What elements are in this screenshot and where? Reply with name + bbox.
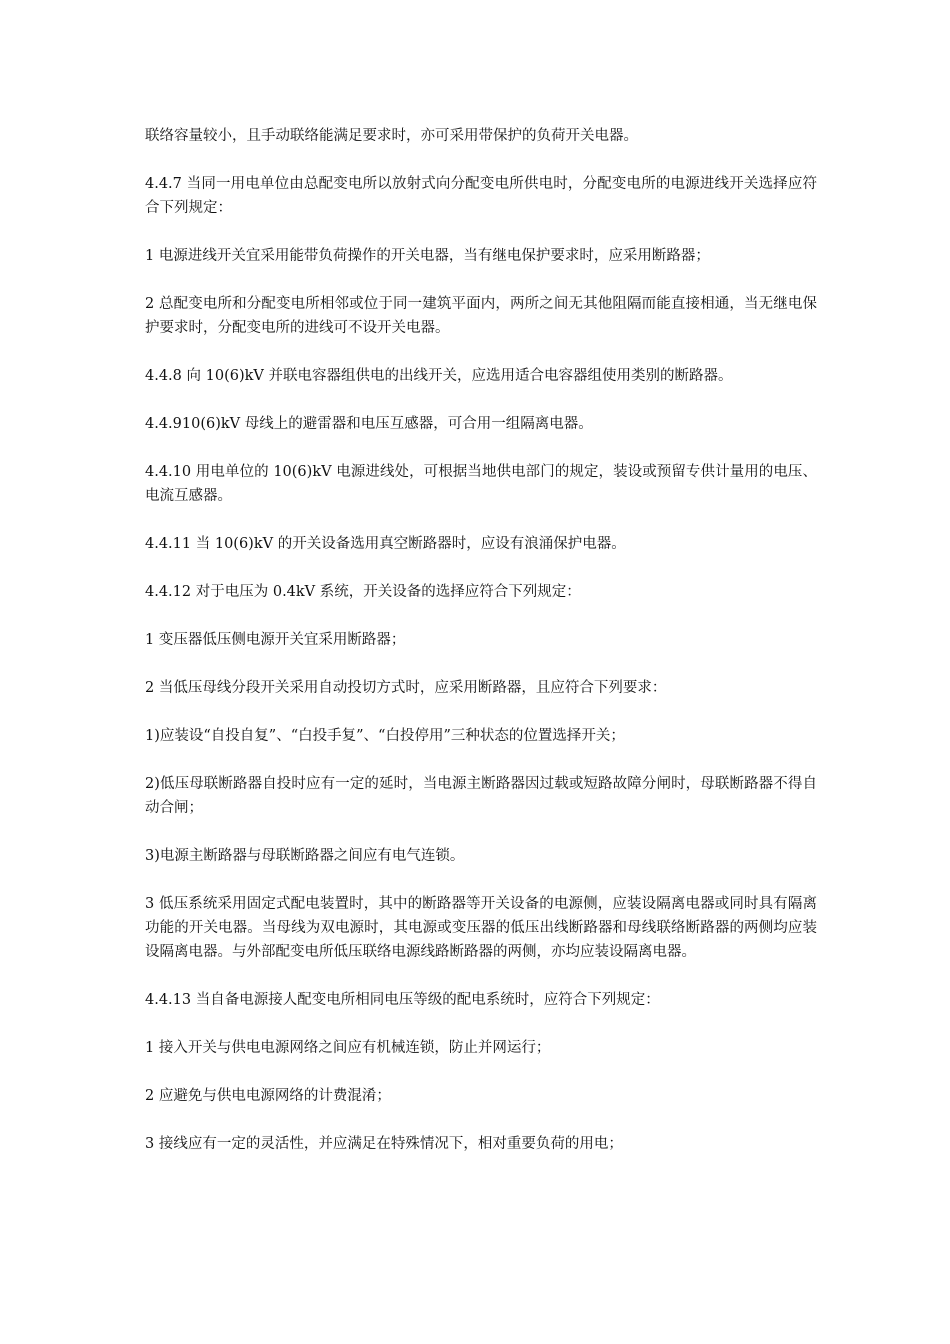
paragraph-14: 3)电源主断路器与母联断路器之间应有电气连锁。 xyxy=(145,848,465,864)
paragraph-8: 4.4.11 当 10(6)kV 的开关设备选用真空断路器时，应设有浪涌保护电器。 xyxy=(145,536,626,552)
paragraph-11: 2 当低压母线分段开关采用自动投切方式时，应采用断路器，且应符合下列要求： xyxy=(145,680,667,696)
paragraph-16: 4.4.13 当自备电源接人配变电所相同电压等级的配电系统时，应符合下列规定： xyxy=(145,992,660,1008)
paragraph-4: 2 总配变电所和分配变电所相邻或位于同一建筑平面内，两所之间无其他阻隔而能直接相通，当无继电保护要求时，分配变电所的进线可不设开关电器。 xyxy=(145,296,817,336)
paragraph-10: 1 变压器低压侧电源开关宜采用断路器； xyxy=(145,632,406,648)
paragraph-6: 4.4.910(6)kV 母线上的避雷器和电压互感器，可合用一组隔离电器。 xyxy=(145,416,593,432)
paragraph-5: 4.4.8 向 10(6)kV 并联电容器组供电的出线开关，应选用适合电容器组使用类别的断路器。 xyxy=(145,368,733,384)
paragraph-2: 4.4.7 当同一用电单位由总配变电所以放射式向分配变电所供电时，分配变电所的电源进线开关选择应符合下列规定： xyxy=(145,176,817,216)
paragraph-7: 4.4.10 用电单位的 10(6)kV 电源进线处，可根据当地供电部门的规定，装设或预留专供计量用的电压、电流互感器。 xyxy=(145,464,817,504)
paragraph-19: 3 接线应有一定的灵活性，并应满足在特殊情况下，相对重要负荷的用电； xyxy=(145,1136,623,1152)
paragraph-9: 4.4.12 对于电压为 0.4kV 系统，开关设备的选择应符合下列规定： xyxy=(145,584,581,600)
paragraph-12: 1)应装设“自投自复”、“白投手复”、“白投停用”三种状态的位置选择开关； xyxy=(145,728,625,744)
document-page xyxy=(145,124,817,1180)
paragraph-15: 3 低压系统采用固定式配电装置时，其中的断路器等开关设备的电源侧，应装设隔离电器或同时具有隔离功能的开关电器。当母线为双电源时，其电源或变压器的低压出线断路器和母线联络断路器的两侧均应装设隔离电器。与外部配变电所低压联络电源线路断路器的两侧，亦均应装设隔离电器。 xyxy=(145,896,817,960)
paragraph-13: 2)低压母联断路器自投时应有一定的延时，当电源主断路器因过载或短路故障分闸时，母联断路器不得自动合闸； xyxy=(145,776,817,816)
paragraph-17: 1 接入开关与供电电源网络之间应有机械连锁，防止并网运行； xyxy=(145,1040,551,1056)
paragraph-3: 1 电源进线开关宜采用能带负荷操作的开关电器，当有继电保护要求时，应采用断路器； xyxy=(145,248,710,264)
paragraph-1: 联络容量较小，且手动联络能满足要求时，亦可采用带保护的负荷开关电器。 xyxy=(145,128,638,144)
paragraph-18: 2 应避免与供电电源网络的计费混淆； xyxy=(145,1088,391,1104)
